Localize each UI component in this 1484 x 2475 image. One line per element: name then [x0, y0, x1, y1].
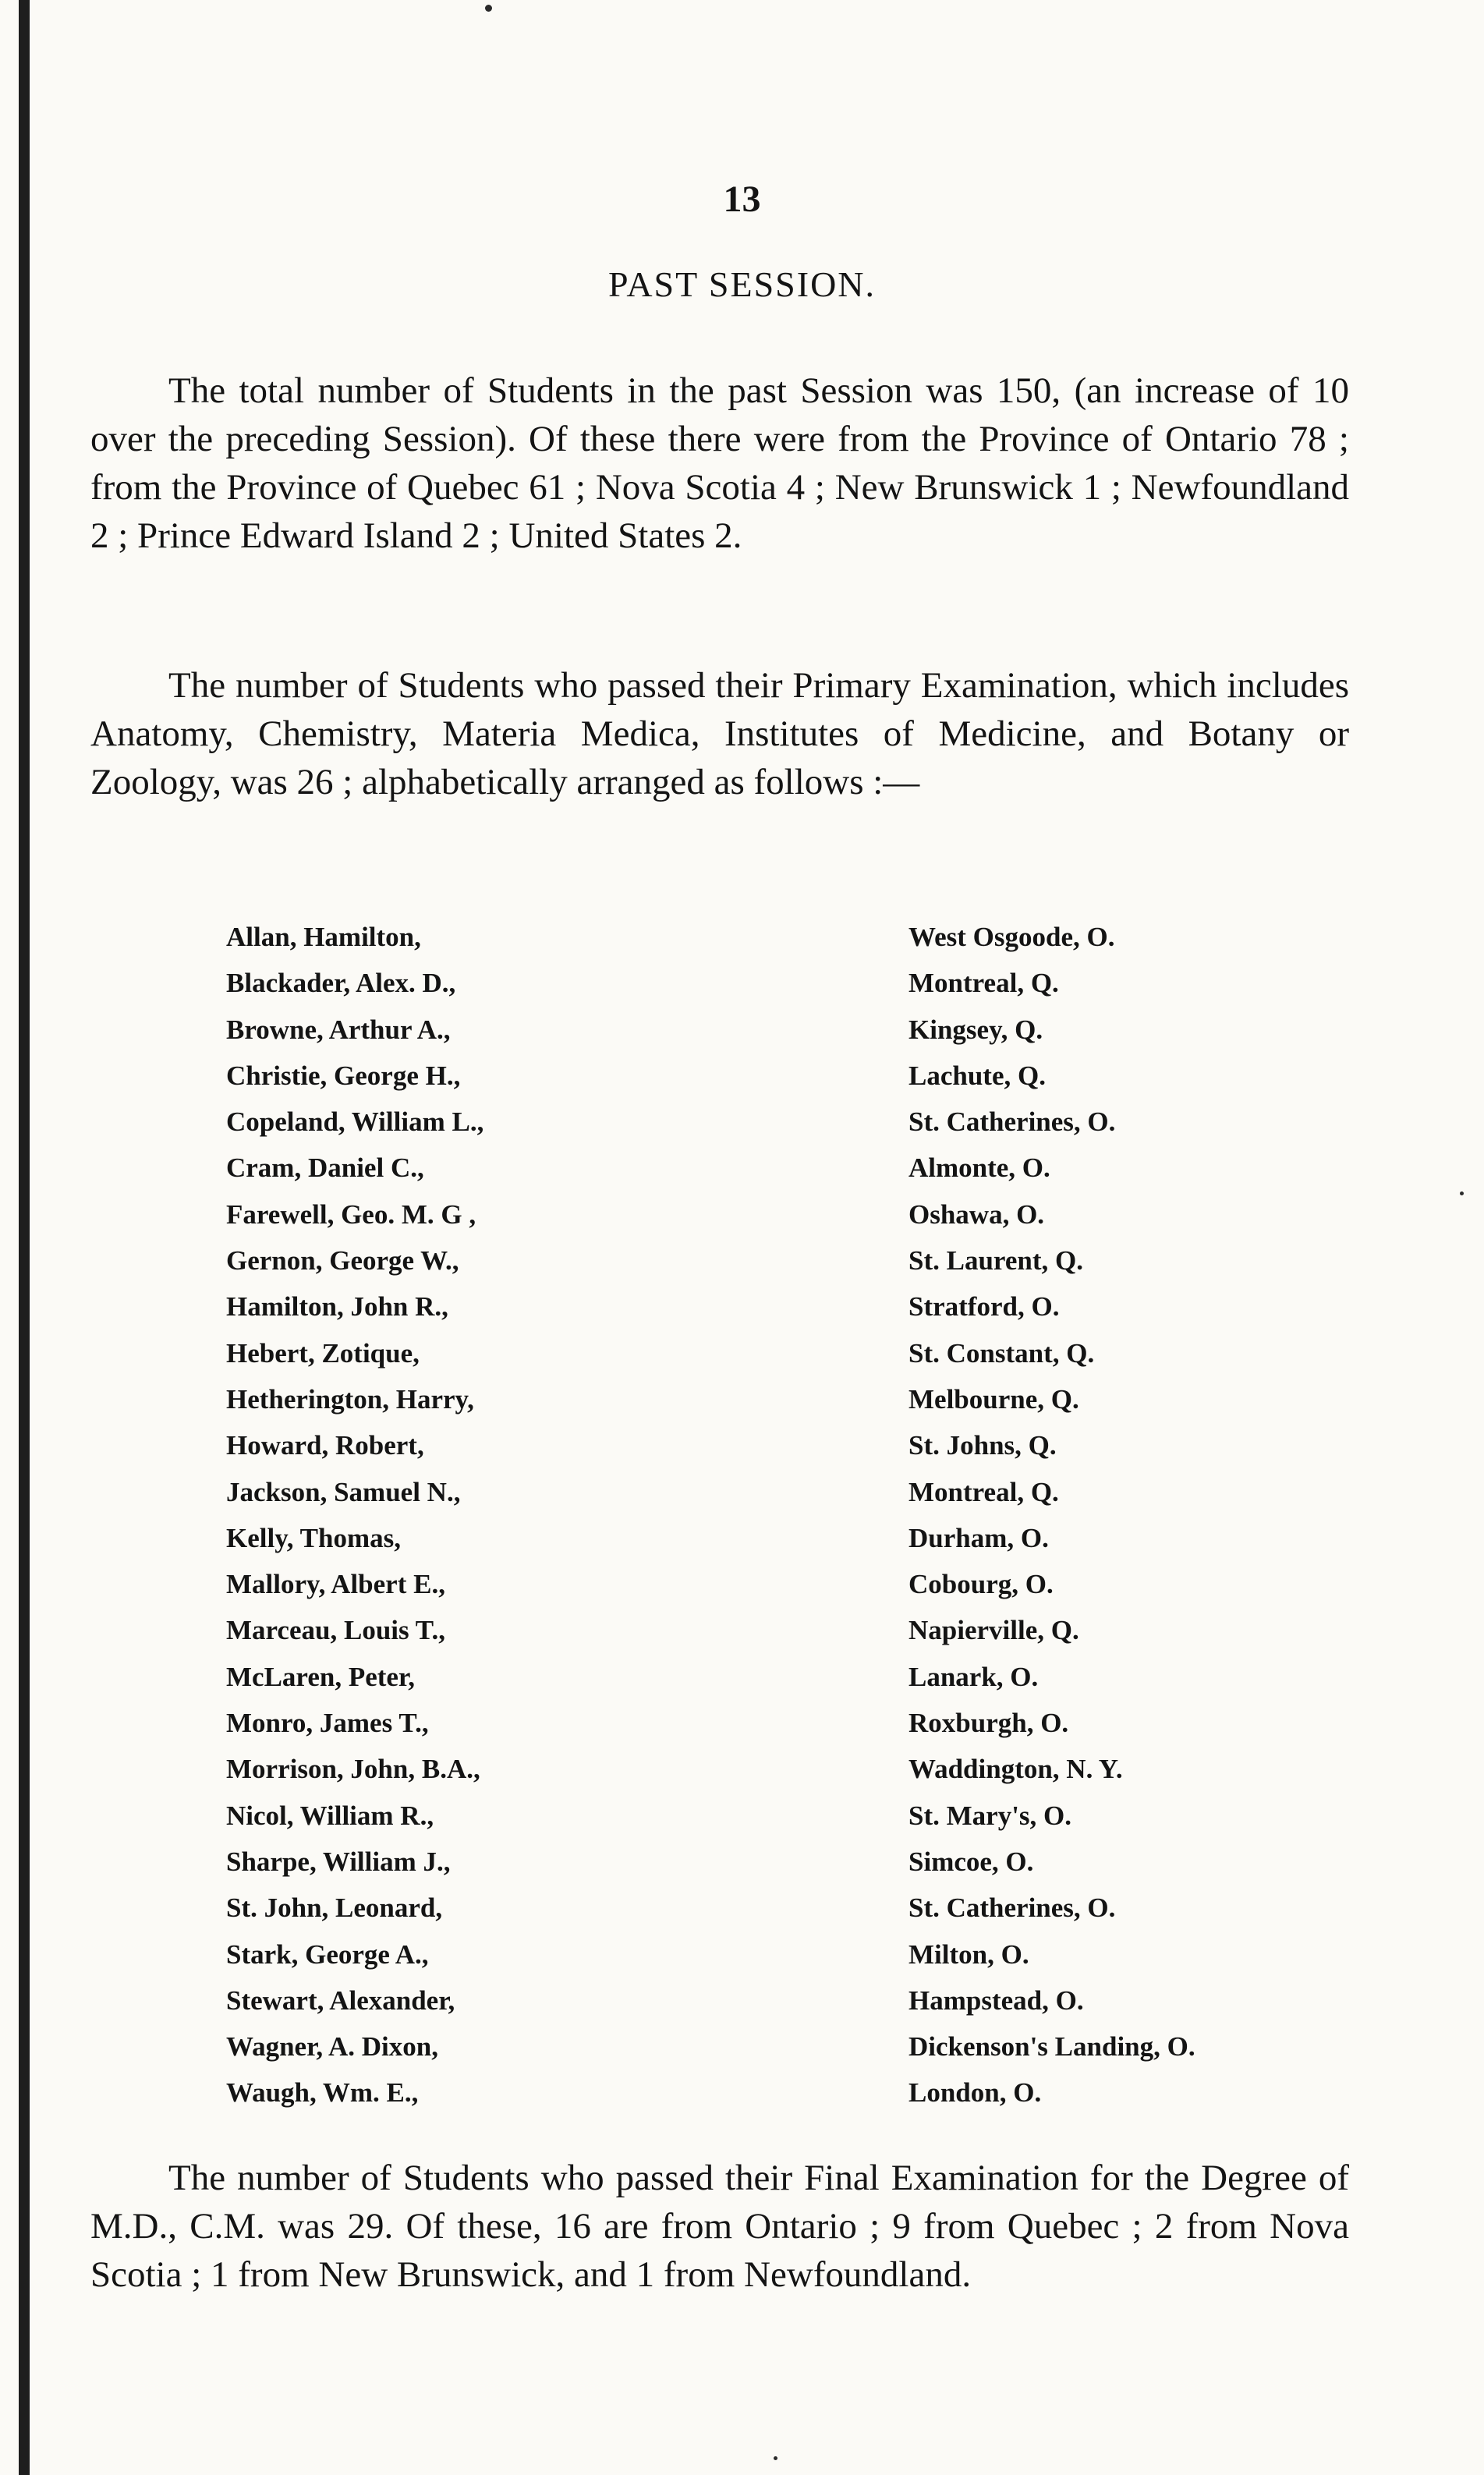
student-row — [226, 1746, 1333, 1792]
student-place: Stratford, O. — [908, 1291, 1060, 1322]
student-list — [226, 914, 1333, 2116]
student-row — [226, 1469, 1333, 1515]
student-row — [226, 2070, 1333, 2116]
student-row — [226, 1376, 1333, 1422]
student-row — [226, 1422, 1333, 1468]
student-row — [226, 1053, 1333, 1099]
student-name: Gernon, George W., — [226, 1245, 459, 1276]
student-row — [226, 1284, 1333, 1330]
student-place: St. Laurent, Q. — [908, 1245, 1083, 1276]
page-binding-edge — [19, 0, 30, 2475]
section-title: PAST SESSION. — [607, 264, 877, 304]
student-name: Copeland, William L., — [226, 1106, 484, 1138]
final-exam-paragraph — [90, 2154, 1349, 2299]
student-row — [226, 1978, 1333, 2024]
student-name: Cram, Daniel C., — [226, 1153, 424, 1184]
student-place: Cobourg, O. — [908, 1569, 1054, 1600]
student-row — [226, 1793, 1333, 1839]
final-exam-text: The number of Students who passed their Final Examination for the Degree of M.D., C.M. was 29. Of these, 16 are from Ontario ; 9 from Quebec ; 2 from Nova Scotia ; 1 from New Brunswick, and 1 from Newfoundland. — [90, 2158, 1349, 2295]
student-place: London, O. — [908, 2077, 1042, 2109]
session-totals-text: The total number of Students in the past Session was 150, (an increase of 10 over the preceding Session). Of these there were from the Province of Ontario 78 ; from the Province of Quebec 61 ; Nova Scotia 4 ; New Brunswick 1 ; Newfoundland 2 ; Prince Edward Island 2 ; United States 2. — [90, 370, 1349, 556]
student-place: St. Constant, Q. — [908, 1337, 1095, 1369]
student-name: Wagner, A. Dixon, — [226, 2031, 438, 2062]
student-name: Howard, Robert, — [226, 1430, 424, 1461]
student-row — [226, 1839, 1333, 1885]
student-place: Milton, O. — [908, 1939, 1029, 1970]
student-row — [226, 1561, 1333, 1607]
print-speck — [774, 2456, 777, 2460]
student-name: Browne, Arthur A., — [226, 1014, 451, 1045]
student-row — [226, 960, 1333, 1006]
student-name: Kelly, Thomas, — [226, 1522, 401, 1553]
student-name: Blackader, Alex. D., — [226, 968, 456, 999]
student-place: West Osgoode, O. — [908, 922, 1115, 952]
student-row — [226, 1515, 1333, 1561]
student-place: Napierville, Q. — [908, 1615, 1079, 1646]
student-name: Mallory, Albert E., — [226, 1569, 445, 1600]
student-name: Marceau, Louis T., — [226, 1615, 445, 1646]
student-name: Waugh, Wm. E., — [226, 2077, 419, 2109]
primary-exam-paragraph — [90, 661, 1349, 806]
student-name: Stark, George A., — [226, 1939, 429, 1970]
student-row — [226, 914, 1333, 960]
student-place: Lanark, O. — [908, 1661, 1039, 1692]
student-row — [226, 1885, 1333, 1931]
student-row — [226, 1238, 1333, 1284]
student-name: Sharpe, William J., — [226, 1846, 451, 1877]
student-place: Roxburgh, O. — [908, 1708, 1069, 1739]
student-name: Jackson, Samuel N., — [226, 1476, 461, 1507]
student-row — [226, 1700, 1333, 1746]
student-place: St. Johns, Q. — [908, 1430, 1057, 1461]
student-row — [226, 2024, 1333, 2070]
student-name: Farewell, Geo. M. G , — [226, 1199, 476, 1230]
student-place: Durham, O. — [908, 1522, 1049, 1553]
student-name: Nicol, William R., — [226, 1800, 434, 1831]
student-name: Allan, Hamilton, — [226, 922, 421, 952]
student-name: Hebert, Zotique, — [226, 1337, 420, 1369]
student-place: Lachute, Q. — [908, 1060, 1046, 1091]
student-name: Stewart, Alexander, — [226, 1985, 455, 2016]
primary-exam-text: The number of Students who passed their Primary Examination, which includes Anatomy, Chemistry, Materia Medica, Institutes of Medicine, and Botany or Zoology, was 26 ; alphabetically arranged as follows :— — [90, 665, 1349, 802]
print-speck — [1460, 1191, 1464, 1195]
student-row — [226, 1099, 1333, 1145]
student-place: St. Mary's, O. — [908, 1800, 1072, 1831]
student-place: Kingsey, Q. — [908, 1014, 1043, 1045]
print-speck — [485, 5, 492, 12]
student-place: Hampstead, O. — [908, 1985, 1084, 2016]
student-row — [226, 1931, 1333, 1978]
student-row — [226, 1007, 1333, 1053]
student-row — [226, 1145, 1333, 1191]
student-row — [226, 1330, 1333, 1376]
session-totals-paragraph — [90, 366, 1349, 560]
student-place: Montreal, Q. — [908, 1476, 1059, 1507]
student-place: St. Catherines, O. — [908, 1106, 1116, 1138]
student-name: St. John, Leonard, — [226, 1893, 443, 1924]
student-place: Waddington, N. Y. — [908, 1754, 1123, 1785]
student-name: Hamilton, John R., — [226, 1291, 448, 1322]
student-place: St. Catherines, O. — [908, 1893, 1116, 1924]
student-name: Morrison, John, B.A., — [226, 1754, 480, 1785]
student-place: Almonte, O. — [908, 1153, 1050, 1184]
student-name: Monro, James T., — [226, 1708, 429, 1739]
student-place: Oshawa, O. — [908, 1199, 1045, 1230]
student-row — [226, 1654, 1333, 1700]
student-name: Hetherington, Harry, — [226, 1383, 474, 1415]
student-place: Dickenson's Landing, O. — [908, 2031, 1195, 2062]
student-place: Montreal, Q. — [908, 968, 1059, 999]
student-row — [226, 1191, 1333, 1238]
student-row — [226, 1607, 1333, 1653]
student-name: McLaren, Peter, — [226, 1661, 415, 1692]
student-place: Melbourne, Q. — [908, 1383, 1079, 1415]
page-number: 13 — [723, 179, 761, 220]
student-place: Simcoe, O. — [908, 1846, 1034, 1877]
student-name: Christie, George H., — [226, 1060, 461, 1091]
